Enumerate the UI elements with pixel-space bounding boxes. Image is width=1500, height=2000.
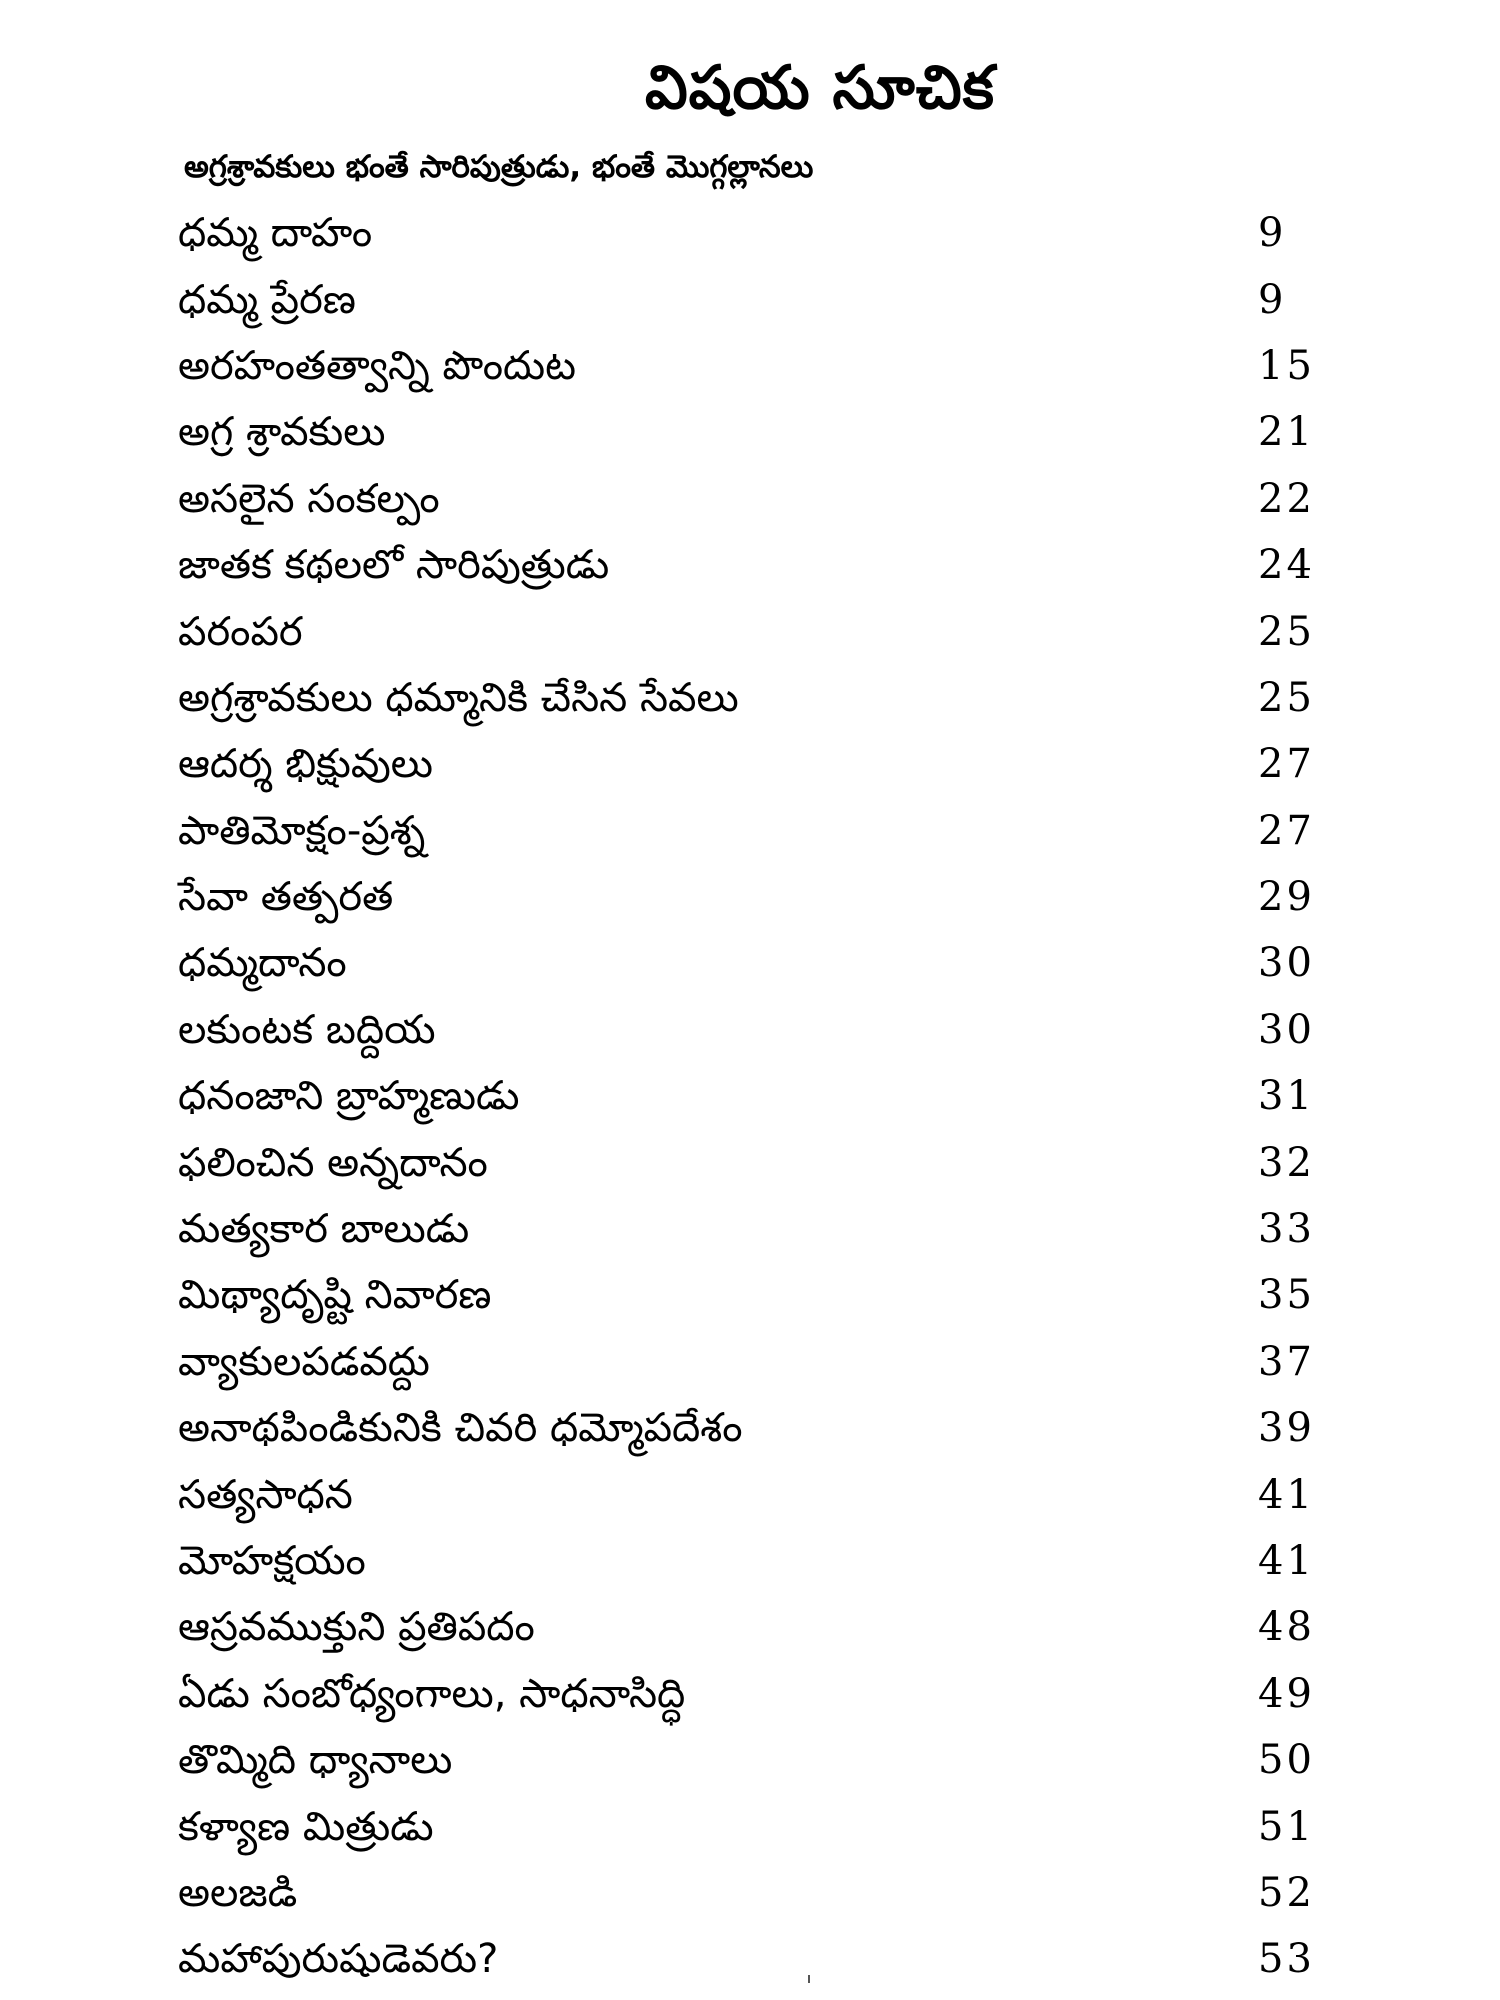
toc-entry-title: మత్యకార బాలుడు xyxy=(178,1206,470,1253)
toc-entry xyxy=(178,731,1348,797)
toc-entry xyxy=(178,266,1348,332)
toc-entry xyxy=(178,1063,1348,1129)
table-of-contents xyxy=(178,200,1348,1993)
toc-entry-page-number: 29 xyxy=(1258,874,1315,921)
toc-entry-title: తొమ్మిది ధ్యానాలు xyxy=(178,1737,453,1784)
toc-entry-page-number: 53 xyxy=(1258,1936,1315,1983)
toc-entry-title: ధమ్మ ప్రేరణ xyxy=(178,276,356,323)
toc-entry xyxy=(178,930,1348,996)
toc-entry xyxy=(178,665,1348,731)
toc-entry-title: అరహంతత్వాన్ని పొందుట xyxy=(178,342,576,389)
toc-entry-title: మోహక్షయం xyxy=(178,1538,366,1584)
toc-entry-title: అనాథపిండికునికి చివరి ధమ్మోపదేశం xyxy=(178,1405,743,1452)
toc-entry-page-number: 15 xyxy=(1258,342,1315,389)
toc-entry-title: ఆస్రవముక్తుని ప్రతిపదం xyxy=(178,1604,535,1651)
toc-entry-title: ఫలించిన అన్నదానం xyxy=(178,1139,488,1186)
toc-entry-page-number: 25 xyxy=(1258,674,1315,721)
toc-entry-title: సేవా తత్పరత xyxy=(178,874,394,921)
toc-entry-page-number: 9 xyxy=(1258,210,1287,257)
toc-entry-page-number: 22 xyxy=(1258,475,1315,522)
toc-entry-title: అగ్ర శ్రావకులు xyxy=(178,409,386,456)
toc-entry xyxy=(178,532,1348,598)
toc-entry xyxy=(178,1661,1348,1727)
toc-entry xyxy=(178,1395,1348,1461)
toc-entry-page-number: 37 xyxy=(1258,1338,1315,1385)
toc-entry xyxy=(178,1793,1348,1859)
toc-entry xyxy=(178,399,1348,465)
toc-entry-page-number: 27 xyxy=(1258,741,1315,788)
toc-entry-title: ఏడు సంబోధ్యంగాలు, సాధనాసిద్ధి xyxy=(178,1670,686,1717)
toc-entry-title: లకుంటక బద్దియ xyxy=(178,1006,436,1053)
page-title: విషయ సూచిక xyxy=(645,53,995,123)
toc-entry xyxy=(178,1594,1348,1660)
toc-entry xyxy=(178,864,1348,930)
toc-entry-title: మహాపురుషుడెవరు? xyxy=(178,1936,499,1983)
toc-entry-page-number: 41 xyxy=(1258,1471,1315,1518)
toc-entry-title: ఆదర్శ భిక్షువులు xyxy=(178,741,433,788)
toc-entry xyxy=(178,1129,1348,1195)
toc-entry-page-number: 30 xyxy=(1258,1006,1315,1053)
toc-entry-title: ధనంజాని బ్రాహ్మణుడు xyxy=(178,1073,520,1120)
toc-entry-title: జాతక కథలలో సారిపుత్రుడు xyxy=(178,542,610,589)
toc-entry-title: అలజడి xyxy=(178,1869,298,1916)
toc-entry-page-number: 52 xyxy=(1258,1869,1315,1916)
toc-entry-page-number: 33 xyxy=(1258,1206,1315,1253)
toc-entry-title: పరంపర xyxy=(178,608,303,655)
toc-entry-title: వ్యాకులపడవద్దు xyxy=(178,1338,430,1385)
toc-entry xyxy=(178,798,1348,864)
page-mark xyxy=(808,1975,810,1983)
toc-entry-title: సత్యసాధన xyxy=(178,1471,353,1518)
toc-entry-page-number: 50 xyxy=(1258,1737,1315,1784)
toc-entry xyxy=(178,200,1348,266)
section-heading: అగ్రశ్రావకులు భంతే సారిపుత్రుడు, భంతే మొగ్గల్లానలు xyxy=(184,149,814,185)
toc-entry xyxy=(178,1727,1348,1793)
toc-entry-title: ధమ్మ దాహం xyxy=(178,210,373,257)
toc-entry xyxy=(178,1329,1348,1395)
toc-entry xyxy=(178,333,1348,399)
toc-entry xyxy=(178,1528,1348,1594)
toc-entry-page-number: 51 xyxy=(1258,1803,1315,1850)
toc-entry-page-number: 41 xyxy=(1258,1538,1315,1584)
toc-entry-page-number: 48 xyxy=(1258,1604,1315,1651)
toc-entry-page-number: 27 xyxy=(1258,807,1315,854)
toc-entry-title: అగ్రశ్రావకులు ధమ్మానికి చేసిన సేవలు xyxy=(178,674,739,721)
toc-entry-page-number: 35 xyxy=(1258,1272,1315,1319)
toc-entry-page-number: 21 xyxy=(1258,409,1315,456)
toc-entry xyxy=(178,1461,1348,1527)
toc-entry-page-number: 24 xyxy=(1258,542,1315,589)
toc-entry-page-number: 31 xyxy=(1258,1073,1315,1120)
toc-entry xyxy=(178,1860,1348,1926)
toc-entry-page-number: 30 xyxy=(1258,940,1315,987)
toc-entry-title: కళ్యాణ మిత్రుడు xyxy=(178,1803,434,1850)
toc-entry-page-number: 25 xyxy=(1258,608,1315,655)
toc-entry xyxy=(178,466,1348,532)
toc-entry-title: అసలైన సంకల్పం xyxy=(178,475,440,522)
toc-entry xyxy=(178,1926,1348,1992)
toc-entry xyxy=(178,1262,1348,1328)
toc-entry-page-number: 32 xyxy=(1258,1139,1315,1186)
toc-entry-title: ధమ్మదానం xyxy=(178,940,347,987)
toc-entry-title: మిథ్యాదృష్టి నివారణ xyxy=(178,1272,492,1319)
toc-entry-page-number: 39 xyxy=(1258,1405,1315,1452)
toc-entry-page-number: 49 xyxy=(1258,1670,1315,1717)
toc-entry xyxy=(178,598,1348,664)
toc-entry xyxy=(178,997,1348,1063)
toc-entry-title: పాతిమోక్షం-ప్రశ్న xyxy=(178,807,426,854)
toc-entry xyxy=(178,1196,1348,1262)
toc-entry-page-number: 9 xyxy=(1258,276,1287,323)
